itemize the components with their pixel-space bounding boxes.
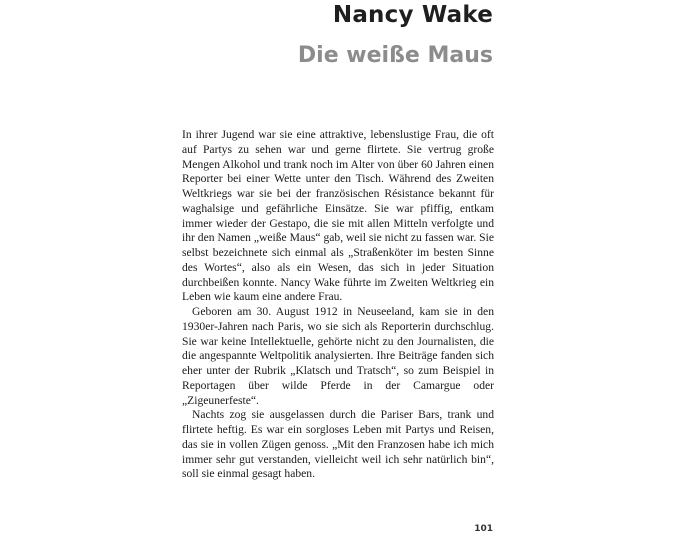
body-text bbox=[182, 128, 494, 482]
paragraph: In ihrer Jugend war sie eine attraktive, lebenslustige Frau, die oft auf Partys zu sehen war und gerne flirtete. Sie vertrug große Mengen Alkohol und trank noch im Alter von über 60 Jahren einen Reporter bei einer Wette unter den Tisch. Während des Zweiten Weltkriegs war sie bei der französischen Résistance bekannt für waghalsige und gefährliche Einsätze. Sie war pfiffig, entkam immer wieder der Gestapo, die sie mit allen Mitteln verfolgte und ihr den Namen „weiße Maus“ gab, weil sie nicht zu fassen war. Sie selbst bezeichnete sich einmal als „Straßenköter im besten Sinne des Wortes“, also als ein Wesen, das sich in jeder Situation durchbeißen konnte. Nancy Wake führte im Zweiten Weltkrieg ein Leben wie kaum eine andere Frau. bbox=[182, 128, 494, 304]
chapter-subtitle: Die weiße Maus bbox=[297, 43, 493, 68]
paragraph: Nachts zog sie ausgelassen durch die Pariser Bars, trank und flirtete heftig. Es war ein sorgloses Leben mit Partys und Reisen, das sie in vollen Zügen genoss. „Mit den Franzosen habe ich mich immer sehr gut verstanden, vielleicht weil ich sehr natürlich bin“, soll sie einmal gesagt haben. bbox=[182, 408, 494, 481]
paragraph: Geboren am 30. August 1912 in Neuseeland, kam sie in den 1930er-Jahren nach Paris, wo sie sich als Reporterin durchschlug. Sie war keine Intellektuelle, gehörte nicht zu den Journalisten, die die angespannte Weltpolitik analysierten. Ihre Beiträge fanden sich eher unter der Rubrik „Klatsch und Tratsch“, so zum Beispiel in Reportagen über wilde Pferde in der Camargue oder „Zigeunerfeste“. bbox=[182, 305, 494, 407]
chapter-title: Nancy Wake bbox=[332, 2, 493, 28]
page-number: 101 bbox=[474, 524, 493, 534]
